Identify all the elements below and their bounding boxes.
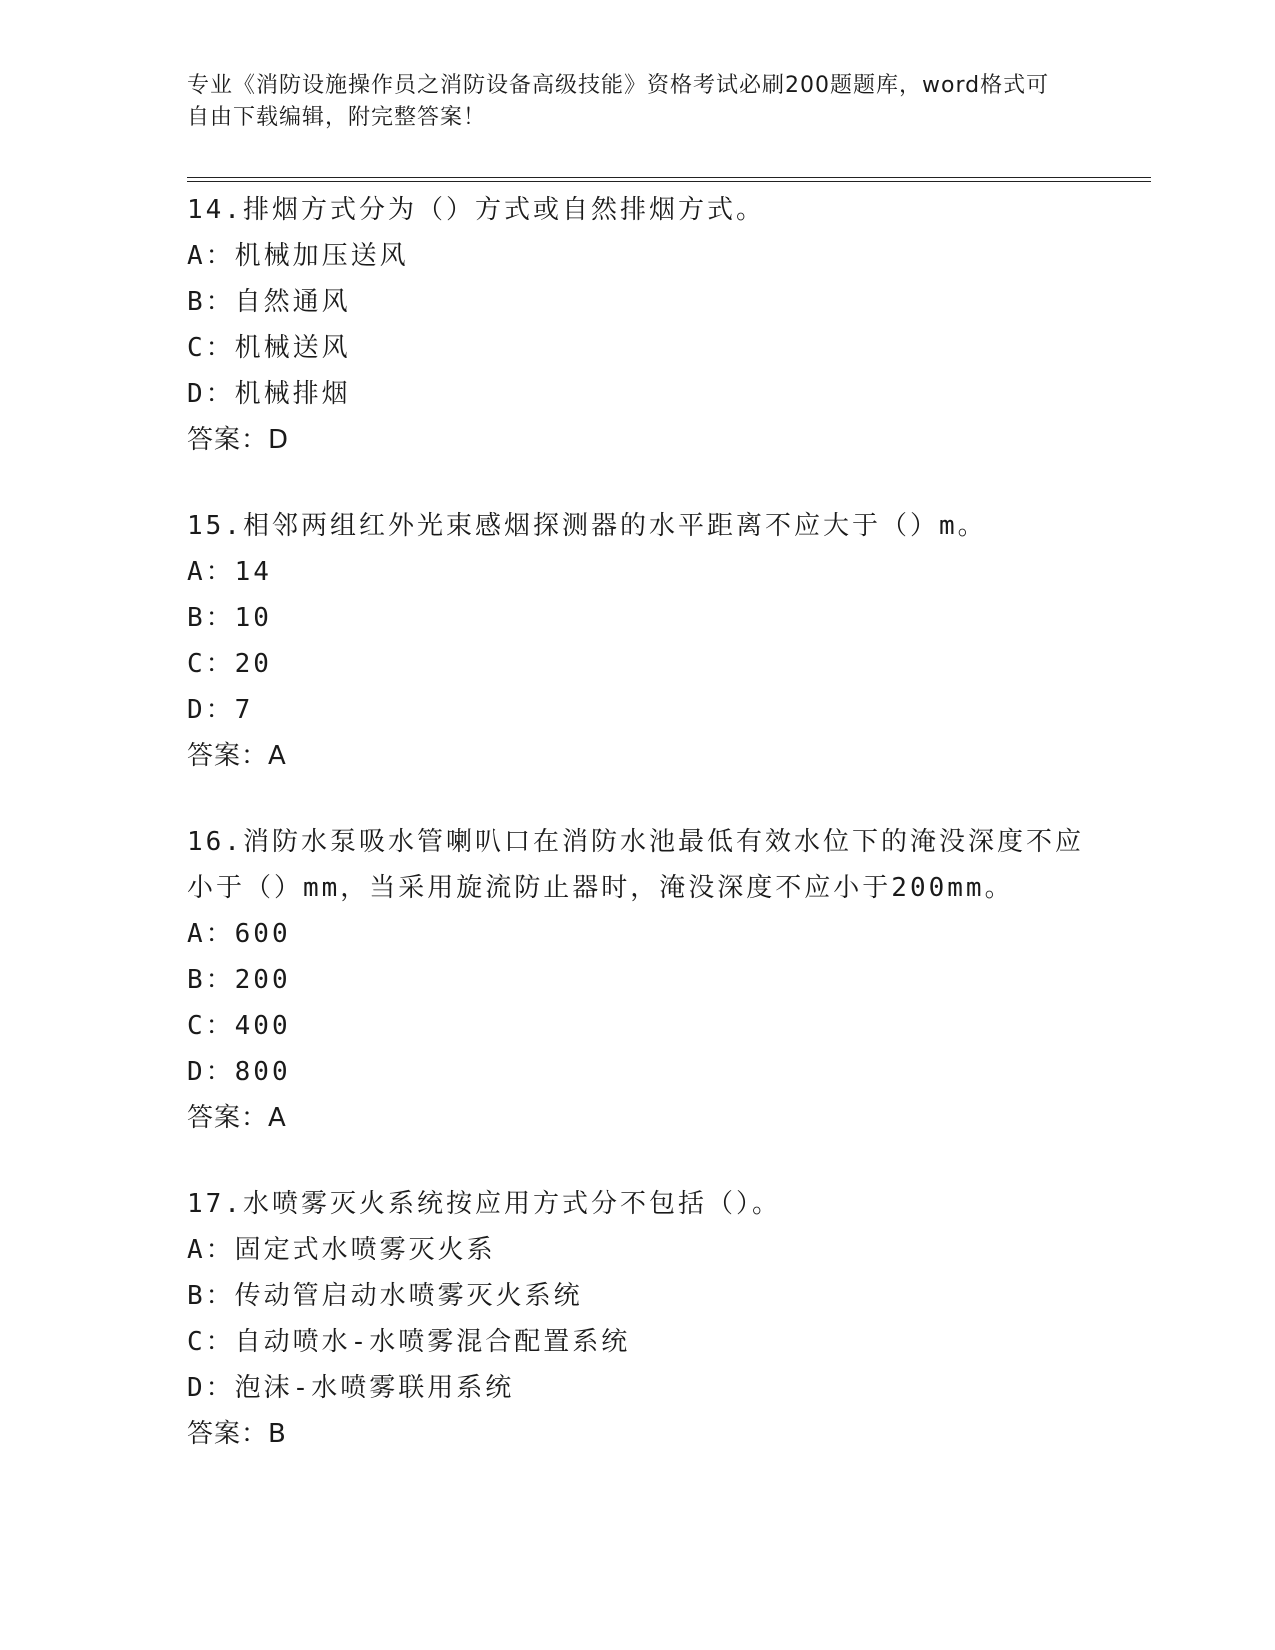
option-d: D：800 xyxy=(187,1057,291,1087)
option-b: B：200 xyxy=(187,965,291,995)
question-16 xyxy=(187,819,1087,1141)
header-text: 专业《消防设施操作员之消防设备高级技能》资格考试必刷200题题库，word格式可自由下载编辑，附完整答案！ xyxy=(187,73,1050,130)
option-c: C：机械送风 xyxy=(187,333,351,363)
question-stem: 16.消防水泵吸水管喇叭口在消防水池最低有效水位下的淹没深度不应小于（）mm，当采用旋流防止器时，淹没深度不应小于200mm。 xyxy=(187,827,1084,903)
answer: 答案：D xyxy=(187,425,290,455)
document-header xyxy=(187,70,1067,134)
answer: 答案：B xyxy=(187,1419,287,1449)
question-stem: 14.排烟方式分为（）方式或自然排烟方式。 xyxy=(187,195,765,225)
option-d: D：泡沫-水喷雾联用系统 xyxy=(187,1373,515,1403)
option-a: A：14 xyxy=(187,557,272,587)
question-17 xyxy=(187,1181,1087,1457)
answer: 答案：A xyxy=(187,741,287,771)
header-divider xyxy=(187,177,1151,182)
option-a: A：机械加压送风 xyxy=(187,241,409,271)
question-list xyxy=(187,187,1087,1497)
option-c: C：自动喷水-水喷雾混合配置系统 xyxy=(187,1327,631,1357)
question-stem: 15.相邻两组红外光束感烟探测器的水平距离不应大于（）m。 xyxy=(187,511,987,541)
option-b: B：传动管启动水喷雾灭火系统 xyxy=(187,1281,583,1311)
option-a: A：固定式水喷雾灭火系 xyxy=(187,1235,496,1265)
question-14 xyxy=(187,187,1087,463)
option-b: B：自然通风 xyxy=(187,287,351,317)
answer: 答案：A xyxy=(187,1103,287,1133)
option-b: B：10 xyxy=(187,603,272,633)
option-d: D：7 xyxy=(187,695,254,725)
question-stem: 17.水喷雾灭火系统按应用方式分不包括（）。 xyxy=(187,1189,781,1219)
option-c: C：20 xyxy=(187,649,272,679)
option-d: D：机械排烟 xyxy=(187,379,351,409)
option-a: A：600 xyxy=(187,919,291,949)
option-c: C：400 xyxy=(187,1011,291,1041)
question-15 xyxy=(187,503,1087,779)
